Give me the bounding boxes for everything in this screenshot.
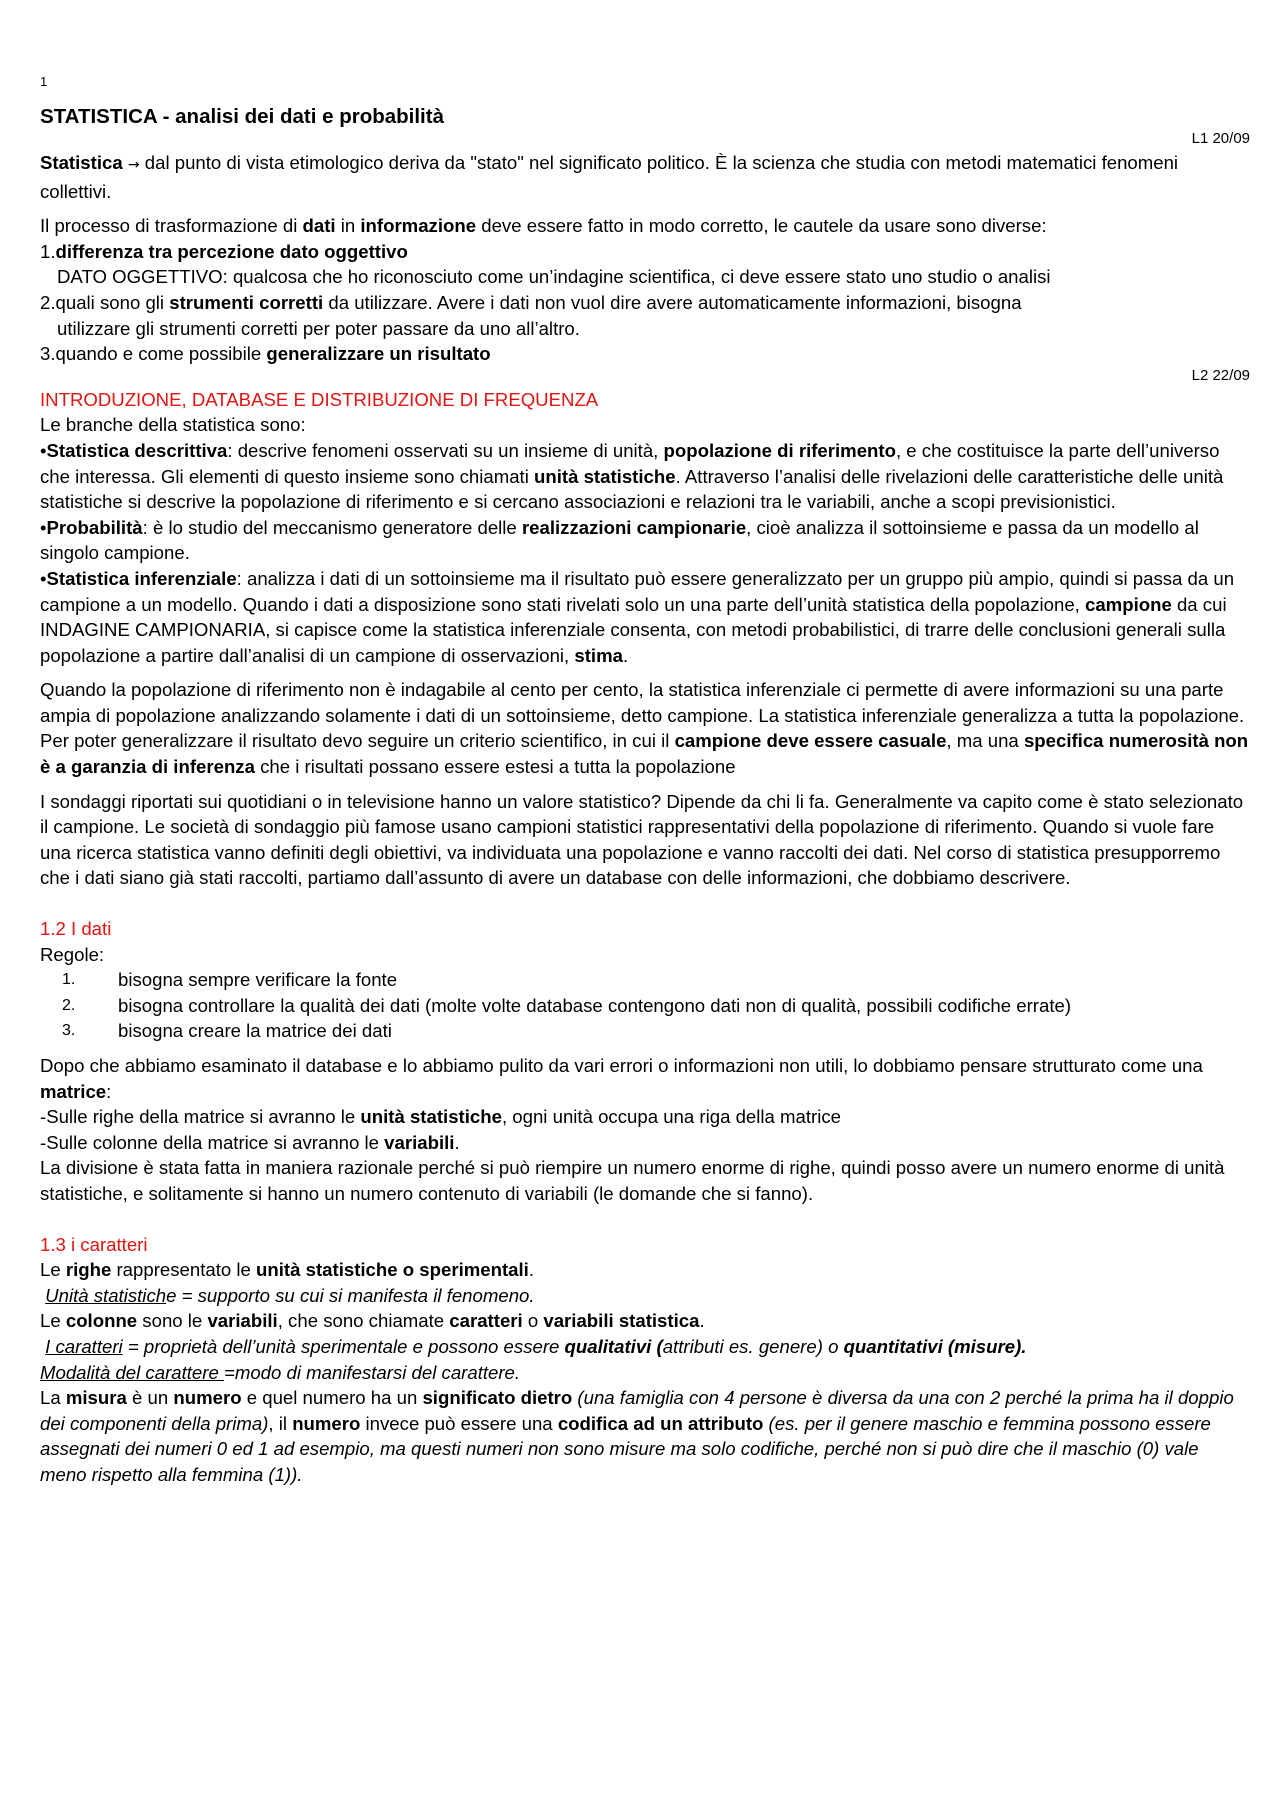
prob-a: : è lo studio del meccanismo generatore delle xyxy=(142,516,522,538)
inf-e: . xyxy=(622,644,629,666)
c6-b: misura xyxy=(65,1387,127,1409)
c2-u: Unità statistich xyxy=(45,1284,167,1306)
branch-descrittiva xyxy=(40,438,1250,515)
c3-e: , che sono chiamate xyxy=(277,1310,450,1332)
c3-a: Le xyxy=(40,1310,66,1332)
chars-line-4 xyxy=(40,1334,1250,1360)
c1-c: rappresentato le xyxy=(111,1259,257,1281)
process-text-1: Il processo di trasformazione di xyxy=(40,215,303,237)
descr-b2: unità statistiche xyxy=(534,465,676,487)
matrix-c: : xyxy=(106,1080,112,1102)
c6-g: (una famiglia con 4 persone è diversa da una con 2 perché la prima ha il doppio dei componenti della prima) xyxy=(40,1387,1234,1434)
c1-d: unità statistiche o sperimentali xyxy=(256,1259,529,1281)
lecture-date-l2: L2 22/09 xyxy=(1191,366,1250,384)
section-heading-intro: INTRODUZIONE, DATABASE E DISTRIBUZIONE DI FREQUENZA xyxy=(40,388,599,410)
matrix-rows xyxy=(40,1104,1250,1130)
population-paragraph: Quando la popolazione di riferimento non è indagabile al cento per cento, la statistica inferenziale ci permette di avere informazioni su una parte ampia di popolazione analizzando solamente i dati di un sottoinsieme, detto campione. La statistica inferenziale generalizza a tutta la popolazione. xyxy=(40,679,1245,726)
rows-b: unità statistiche xyxy=(360,1106,502,1128)
descr-term: Statistica descrittiva xyxy=(46,439,228,461)
prob-c: , cioè analizza il sottoinsieme e passa da un modello al singolo campione. xyxy=(40,516,1199,564)
process-paragraph xyxy=(40,213,1250,239)
c6-d: numero xyxy=(173,1387,242,1409)
c3-h: variabili statistica xyxy=(543,1310,700,1332)
gen-e: che i risultati possano essere estesi a tutta la popolazione xyxy=(254,756,736,778)
process-text-3: deve essere fatto in modo corretto, le cautele da usare sono diverse: xyxy=(476,215,1047,237)
cols-b: variabili xyxy=(384,1131,455,1153)
page-number: 1 xyxy=(40,74,48,89)
branches-lead: Le branche della statistica sono: xyxy=(40,414,306,436)
section-heading-chars: 1.3 i caratteri xyxy=(40,1233,148,1255)
c6-e: e quel numero ha un xyxy=(241,1387,423,1409)
process-item-2-num: 2. xyxy=(40,291,56,313)
process-item-2-bold: strumenti corretti xyxy=(169,291,324,313)
process-item-2-b: da utilizzare. Avere i dati non vuol dire avere automaticamente informazioni, bisogna xyxy=(323,291,1022,313)
process-item-2 xyxy=(40,290,1250,316)
rule-text: bisogna creare la matrice dei dati xyxy=(118,1020,392,1042)
c6-h: , il xyxy=(268,1412,293,1434)
descr-d: . Attraverso l’analisi delle rivelazioni delle caratteristiche delle unità statistiche si descrive la popolazione di riferimento e si cercano associazioni e relazioni tra le variabili, anche a scopi previsionistici. xyxy=(40,465,1224,513)
c6-c: è un xyxy=(126,1387,174,1409)
gen-d: specifica numerosità non è a garanzia di inferenza xyxy=(40,730,1249,778)
c6-a: La xyxy=(40,1387,66,1409)
gen-b: campione deve essere casuale xyxy=(674,730,947,752)
intro-term: Statistica xyxy=(40,152,123,173)
list-item xyxy=(40,967,1250,993)
document-title xyxy=(40,104,1250,130)
inf-b: campione xyxy=(1085,593,1172,615)
cols-a: -Sulle colonne della matrice si avranno le xyxy=(40,1131,385,1153)
c3-f: caratteri xyxy=(449,1310,523,1332)
c5-a: =modo di manifestarsi del carattere. xyxy=(223,1361,521,1383)
c4-a: = proprietà dell’unità sperimentale e possono essere xyxy=(122,1335,565,1357)
surveys-paragraph: I sondaggi riportati sui quotidiani o in televisione hanno un valore statistico? Dipende da chi li fa. Generalmente va capito come è stato selezionato il campione. Le società di sondaggio più famose usano campioni statistici rappresentativi della popolazione di riferimento. Quando si vuole fare una ricerca statistica vanno definiti degli obiettivi, va individuata una popolazione e vanno raccolti dei dati. Nel corso di statistica presupporremo che i dati siano già stati raccolti, partiamo dall’assunto di avere un database con delle informazioni, che dobbiamo descrivere. xyxy=(40,790,1244,889)
branch-inferenziale xyxy=(40,566,1250,668)
process-item-3 xyxy=(40,341,1250,367)
process-item-1-sub: DATO OGGETTIVO: qualcosa che ho riconosciuto come un’indagine scientifica, ci deve essere stato uno studio o analisi xyxy=(57,266,1051,288)
rows-a: -Sulle righe della matrice si avranno le xyxy=(40,1106,361,1128)
c5-u: Modalità del carattere xyxy=(40,1361,224,1383)
rule-text: bisogna sempre verificare la fonte xyxy=(118,969,398,991)
c4-d: quantitativi (misure). xyxy=(843,1335,1027,1357)
prob-b: realizzazioni campionarie xyxy=(521,516,747,538)
inf-a: : analizza i dati di un sottoinsieme ma il risultato può essere generalizzato per un gruppo più ampio, quindi si passa da un campione a un modello. Quando i dati a disposizione sono stati rivelati solo un una parte dell’unità statistica della popolazione, xyxy=(40,567,1235,615)
chars-line-1 xyxy=(40,1257,1250,1283)
bullet-icon: • xyxy=(40,567,47,589)
section-heading-data: 1.2 I dati xyxy=(40,918,112,940)
rule-number: 2. xyxy=(62,996,76,1014)
rule-number: 3. xyxy=(62,1022,76,1040)
process-item-1-num: 1. xyxy=(40,240,56,262)
chars-line-3 xyxy=(40,1308,1250,1334)
intro-text: dal punto di vista etimologico deriva da "stato" nel significato politico. È la scienza che studia con metodi matematici fenomeni collettivi. xyxy=(40,152,1179,202)
process-item-1 xyxy=(40,239,1250,265)
process-item-3-num: 3. xyxy=(40,343,56,365)
process-text-2: in xyxy=(335,215,361,237)
process-dati: dati xyxy=(302,215,336,237)
list-item xyxy=(40,993,1250,1019)
c6-l: (es. per il genere maschio e femmina possono essere assegnati dei numeri 0 ed 1 ad esempio, ma questi numeri non sono misure ma solo codifiche, perché non si può dire che il maschio (0) vale meno rispetto alla femmina (1)). xyxy=(40,1412,1211,1485)
c1-a: Le xyxy=(40,1259,66,1281)
rules-list xyxy=(40,967,1250,1044)
process-item-1-bold: differenza tra percezione dato oggettivo xyxy=(55,240,408,262)
matrix-cols xyxy=(40,1130,1250,1156)
rows-c: , ogni unità occupa una riga della matrice xyxy=(501,1106,841,1128)
c4-c: attributi es. genere) o xyxy=(662,1335,844,1357)
c6-i: numero xyxy=(292,1412,361,1434)
cols-c: . xyxy=(454,1131,460,1153)
chars-line-2 xyxy=(40,1283,1250,1309)
c2-e: e = supporto su cui si manifesta il fenomeno. xyxy=(166,1284,535,1306)
c1-b: righe xyxy=(65,1259,112,1281)
c3-d: variabili xyxy=(207,1310,278,1332)
title-bold: STATISTICA xyxy=(40,105,157,128)
descr-c: , e che costituisce la parte dell’universo che interessa. Gli elementi di questo insieme sono chiamati xyxy=(40,439,1220,487)
lecture-date-l1: L1 20/09 xyxy=(1191,130,1250,147)
inf-term: Statistica inferenziale xyxy=(46,567,237,589)
matrix-paragraph xyxy=(40,1053,1250,1104)
c3-c: sono le xyxy=(137,1310,208,1332)
bullet-icon: • xyxy=(40,516,47,538)
c4-u: I caratteri xyxy=(45,1335,123,1357)
c4-b: qualitativi ( xyxy=(564,1335,663,1357)
rule-text: bisogna controllare la qualità dei dati (molte volte database contengono dati non di qualità, possibili codifiche errate) xyxy=(118,994,1072,1016)
inf-d: stima xyxy=(574,644,623,666)
generalize-paragraph xyxy=(40,728,1250,779)
branch-probabilita xyxy=(40,515,1250,566)
process-item-3-bold: generalizzare un risultato xyxy=(266,343,491,365)
c3-g: o xyxy=(522,1310,544,1332)
document-page xyxy=(40,74,1250,1488)
process-item-2-a: quali sono gli xyxy=(55,291,170,313)
list-item xyxy=(40,1018,1250,1044)
intro-paragraph xyxy=(40,150,1250,204)
prob-term: Probabilità xyxy=(46,516,143,538)
division-paragraph: La divisione è stata fatta in maniera razionale perché si può riempire un numero enorme di righe, quindi posso avere un numero enorme di unità statistiche, e solitamente si hanno un numero contenuto di variabili (le domande che si fanno). xyxy=(40,1157,1225,1204)
chars-line-6 xyxy=(40,1385,1250,1487)
c6-f: significato dietro xyxy=(422,1387,573,1409)
rule-number: 1. xyxy=(62,971,76,989)
c3-b: colonne xyxy=(65,1310,138,1332)
gen-a: Per poter generalizzare il risultato devo seguire un criterio scientifico, in cui il xyxy=(40,730,675,752)
process-item-3-a: quando e come possibile xyxy=(55,343,267,365)
matrix-a: Dopo che abbiamo esaminato il database e lo abbiamo pulito da vari errori o informazioni non utili, lo dobbiamo pensare strutturato come una xyxy=(40,1055,1203,1076)
chars-line-5 xyxy=(40,1360,1250,1386)
matrix-b: matrice xyxy=(40,1080,107,1102)
descr-a: : descrive fenomeni osservati su un insieme di unità, xyxy=(227,439,664,461)
descr-b1: popolazione di riferimento xyxy=(663,439,896,461)
c3-i: . xyxy=(699,1310,705,1332)
bullet-icon: • xyxy=(40,439,47,461)
title-rest: - analisi dei dati e probabilità xyxy=(156,105,444,128)
process-informazione: informazione xyxy=(360,215,477,237)
c6-j: invece può essere una xyxy=(360,1412,558,1434)
c1-e: . xyxy=(528,1259,534,1281)
arrow-icon: → xyxy=(127,157,140,173)
rules-lead: Regole: xyxy=(40,943,105,965)
process-item-2-cont: utilizzare gli strumenti corretti per poter passare da uno all’altro. xyxy=(57,317,580,339)
gen-c: , ma una xyxy=(946,730,1024,752)
inf-c: da cui INDAGINE CAMPIONARIA, si capisce come la statistica inferenziale consenta, con metodi probabilistici, di trarre delle conclusioni generali sulla popolazione a partire dall’analisi di un campione di osservazioni, xyxy=(40,593,1227,666)
c6-k: codifica ad un attributo xyxy=(557,1412,764,1434)
